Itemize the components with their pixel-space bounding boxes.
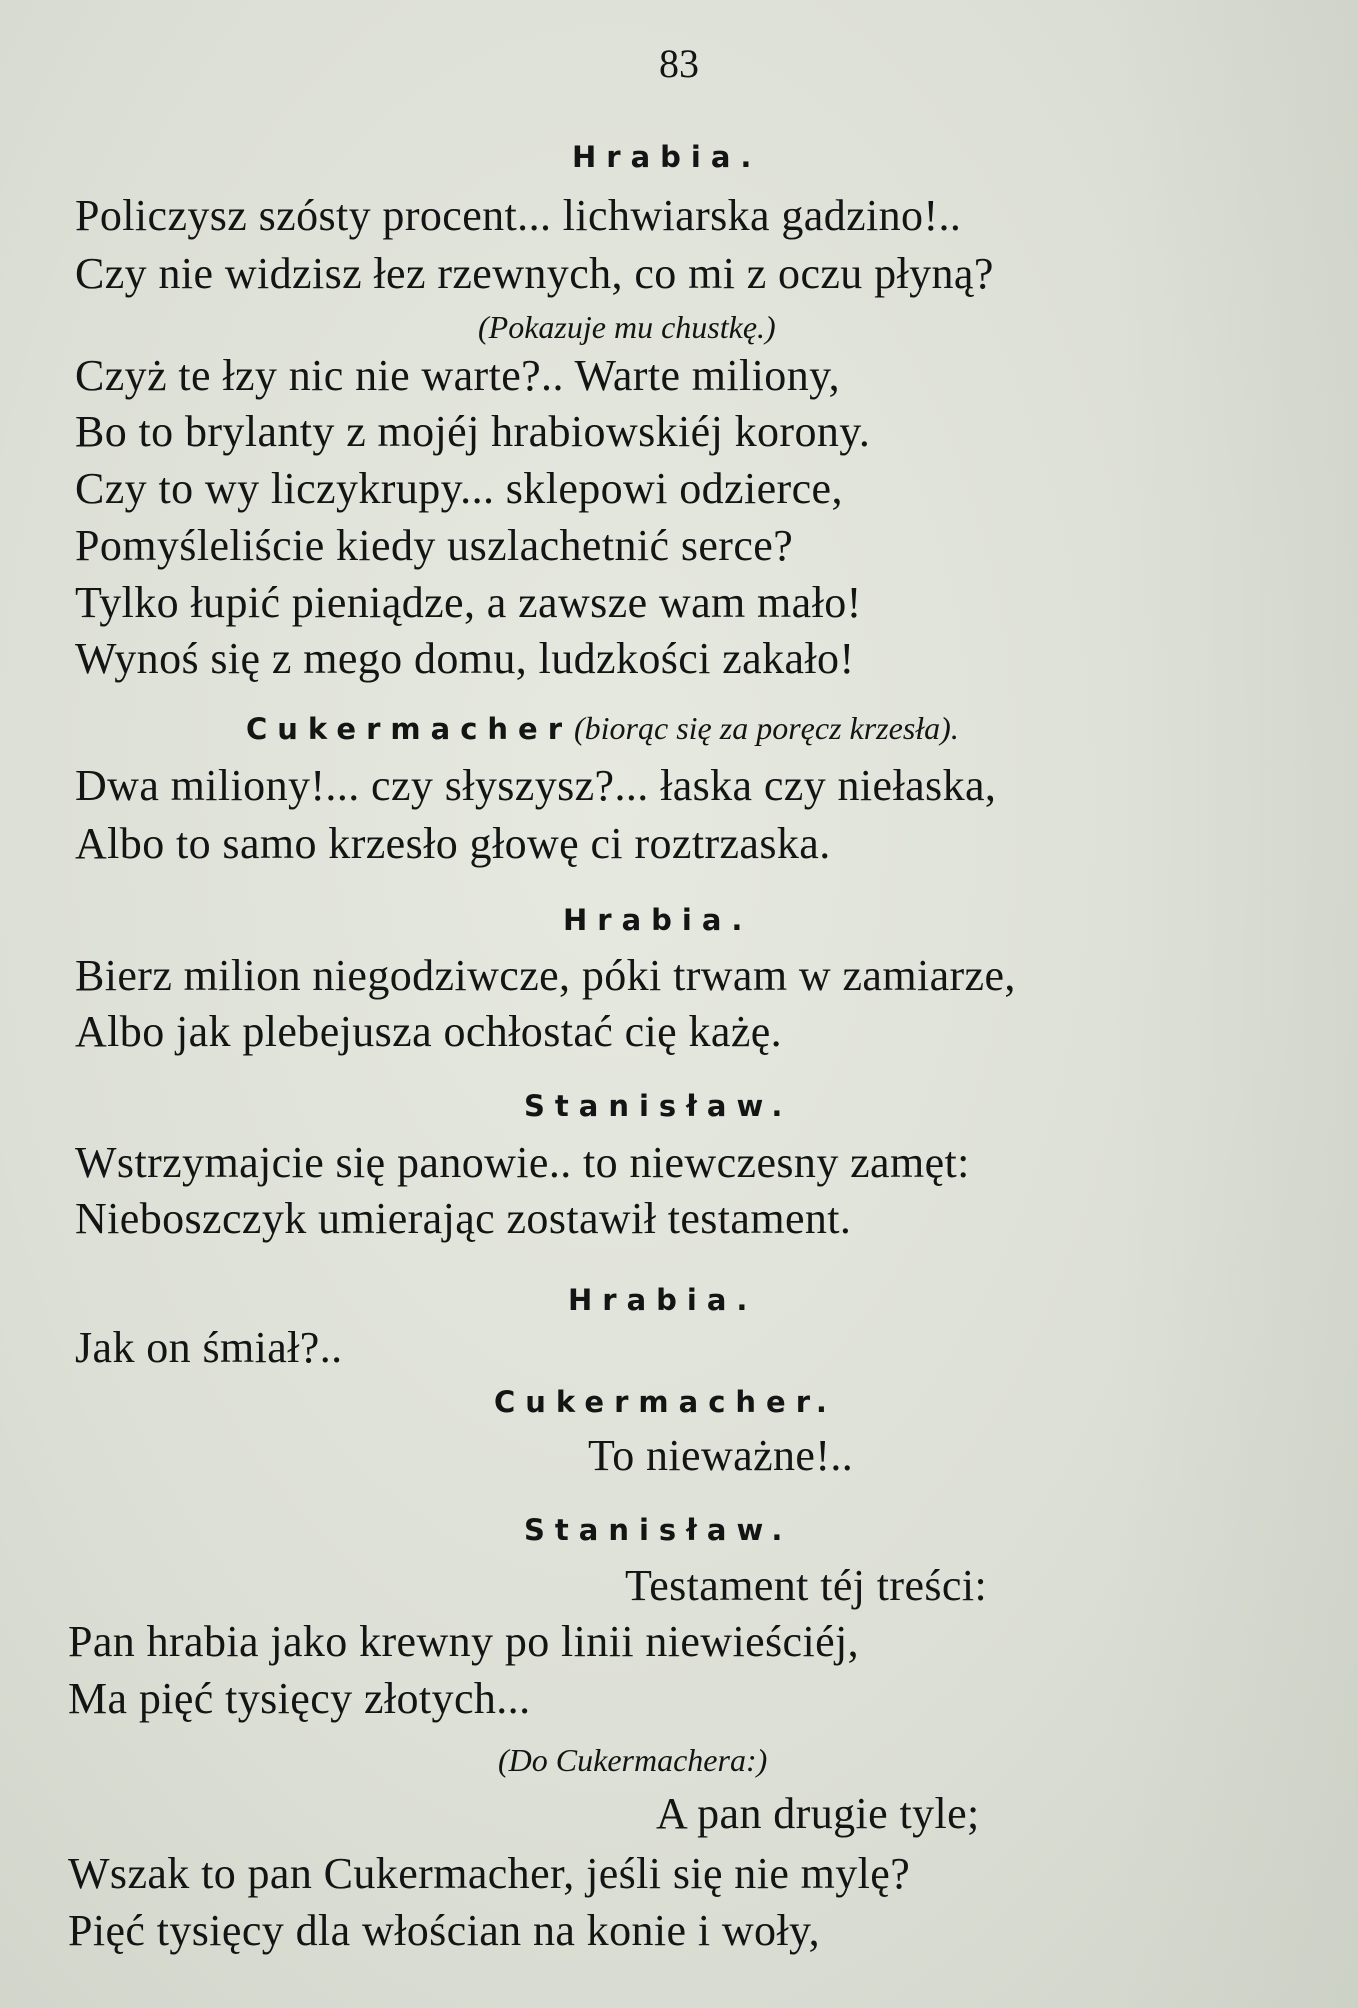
stage-direction: (Do Cukermachera:) bbox=[498, 1742, 768, 1778]
verse-line: Czy to wy liczykrupy... sklepowi odzierce, bbox=[75, 464, 843, 513]
speaker-stanislaw: Stanisław. bbox=[524, 1513, 793, 1547]
verse-line: Nieboszczyk umierając zostawił testament. bbox=[75, 1194, 852, 1243]
speaker-hrabia: Hrabia. bbox=[568, 1283, 758, 1317]
speaker-stanislaw: Stanisław. bbox=[524, 1089, 793, 1123]
verse-line: Testament téj treści: bbox=[625, 1561, 988, 1610]
verse-line: Albo to samo krzesło głowę ci roztrzaska. bbox=[75, 819, 831, 868]
speaker-cukermacher: Cukermacher. bbox=[494, 1385, 837, 1419]
stage-direction: (Pokazuje mu chustkę.) bbox=[478, 309, 776, 345]
verse-line: Policzysz szósty procent... lichwiarska gadzino!.. bbox=[75, 191, 962, 240]
verse-line: Albo jak plebejusza ochłostać cię każę. bbox=[75, 1007, 783, 1056]
verse-line: Ma pięć tysięcy złotych... bbox=[68, 1674, 531, 1723]
bleed-through-shade bbox=[1110, 0, 1358, 2008]
speaker-hrabia: Hrabia. bbox=[572, 140, 762, 174]
verse-line: Wstrzymajcie się panowie.. to niewczesny zamęt: bbox=[75, 1138, 970, 1187]
verse-line: Bo to brylanty z mojéj hrabiowskiéj korony. bbox=[75, 407, 871, 456]
verse-line: Jak on śmiał?.. bbox=[75, 1323, 343, 1372]
speaker-stage-direction: (biorąc się za poręcz krzesła). bbox=[574, 710, 959, 746]
verse-line: Pan hrabia jako krewny po linii niewieściéj, bbox=[68, 1617, 860, 1666]
speaker-hrabia: Hrabia. bbox=[563, 903, 753, 937]
verse-line: Wszak to pan Cukermacher, jeśli się nie mylę? bbox=[68, 1849, 911, 1898]
verse-line: A pan drugie tyle; bbox=[656, 1789, 980, 1838]
verse-line: Pięć tysięcy dla włościan na konie i woły, bbox=[68, 1906, 820, 1955]
verse-line: Tylko łupić pieniądze, a zawsze wam mało! bbox=[75, 578, 862, 627]
verse-line: Bierz milion niegodziwcze, póki trwam w zamiarze, bbox=[75, 951, 1016, 1000]
page-number: 83 bbox=[659, 41, 699, 86]
speaker-cukermacher bbox=[246, 710, 959, 747]
verse-line: To nieważne!.. bbox=[588, 1431, 854, 1480]
verse-line: Pomyśleliście kiedy uszlachetnić serce? bbox=[75, 521, 794, 570]
verse-line: Dwa miliony!... czy słyszysz?... łaska czy niełaska, bbox=[75, 761, 997, 810]
verse-line: Czy nie widzisz łez rzewnych, co mi z oczu płyną? bbox=[75, 249, 994, 298]
speaker-name: Cukermacher bbox=[246, 712, 572, 746]
verse-line: Czyż te łzy nic nie warte?.. Warte miliony, bbox=[75, 351, 841, 400]
verse-line: Wynoś się z mego domu, ludzkości zakało! bbox=[75, 634, 855, 683]
